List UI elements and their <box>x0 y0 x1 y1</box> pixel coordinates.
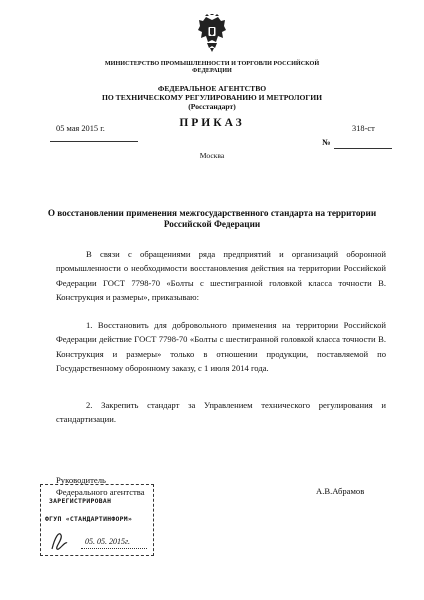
order-date: 05 мая 2015 г. <box>56 124 105 133</box>
position-line-1: Руководитель <box>56 475 106 485</box>
signatory-name: А.В.Абрамов <box>316 486 365 496</box>
agency-line-2: ПО ТЕХНИЧЕСКОМУ РЕГУЛИРОВАНИЮ И МЕТРОЛОГИИ <box>101 93 323 102</box>
registration-stamp <box>40 484 154 556</box>
date-underline <box>50 141 138 142</box>
stamp-line-2: ФГУП «СТАНДАРТИНФОРМ» <box>45 515 133 523</box>
body-intro <box>56 247 386 304</box>
item-1-text: 1. Восстановить для добровольного применения на территории Российской Федерации действие ГОСТ 7798-70 «Болты с шестигранной головкой класса точности В. Конструкция и размеры» только в отношении продукции, поставляемой по Государственному оборонному заказу, с 1 июля 2014 года. <box>56 320 386 373</box>
agency-name <box>70 84 354 111</box>
body-item-2 <box>56 398 386 427</box>
item-2-text: 2. Закрепить стандарт за Управлением технического регулирования и стандартизации. <box>56 400 386 425</box>
stamp-date: 05. 05. 2015г. <box>85 537 131 546</box>
number-sign: № <box>322 138 331 147</box>
agency-line-1: ФЕДЕРАЛЬНОЕ АГЕНТСТВО <box>157 84 267 93</box>
number-underline <box>334 148 392 149</box>
intro-text: В связи с обращениями ряда предприятий и организаций оборонной промышленности о необходимости восстановления действия на территории Российской Федерации ГОСТ 7798-70 «Болты с шестигранной головкой класса точности В. Конструкция и размеры», приказываю: <box>56 249 386 302</box>
stamp-signature-icon <box>49 529 71 553</box>
agency-short-name: (Росстандарт) <box>188 102 236 111</box>
order-number: 318-ст <box>352 124 375 133</box>
position-line-2: Федерального агентства <box>56 487 145 497</box>
ministry-name: МИНИСТЕРСТВО ПРОМЫШЛЕННОСТИ И ТОРГОВЛИ РОССИЙСКОЙ ФЕДЕРАЦИИ <box>104 60 320 75</box>
order-type-heading: ПРИКАЗ <box>179 117 245 129</box>
body-item-1 <box>56 318 386 375</box>
order-city: Москва <box>199 151 225 160</box>
stamp-line-1: ЗАРЕГИСТРИРОВАН <box>49 497 112 505</box>
stamp-date-underline <box>81 548 147 549</box>
order-title: О восстановлении применения межгосударственного стандарта на территории Российской Федерации <box>47 208 377 230</box>
coat-of-arms-emblem <box>196 14 228 54</box>
